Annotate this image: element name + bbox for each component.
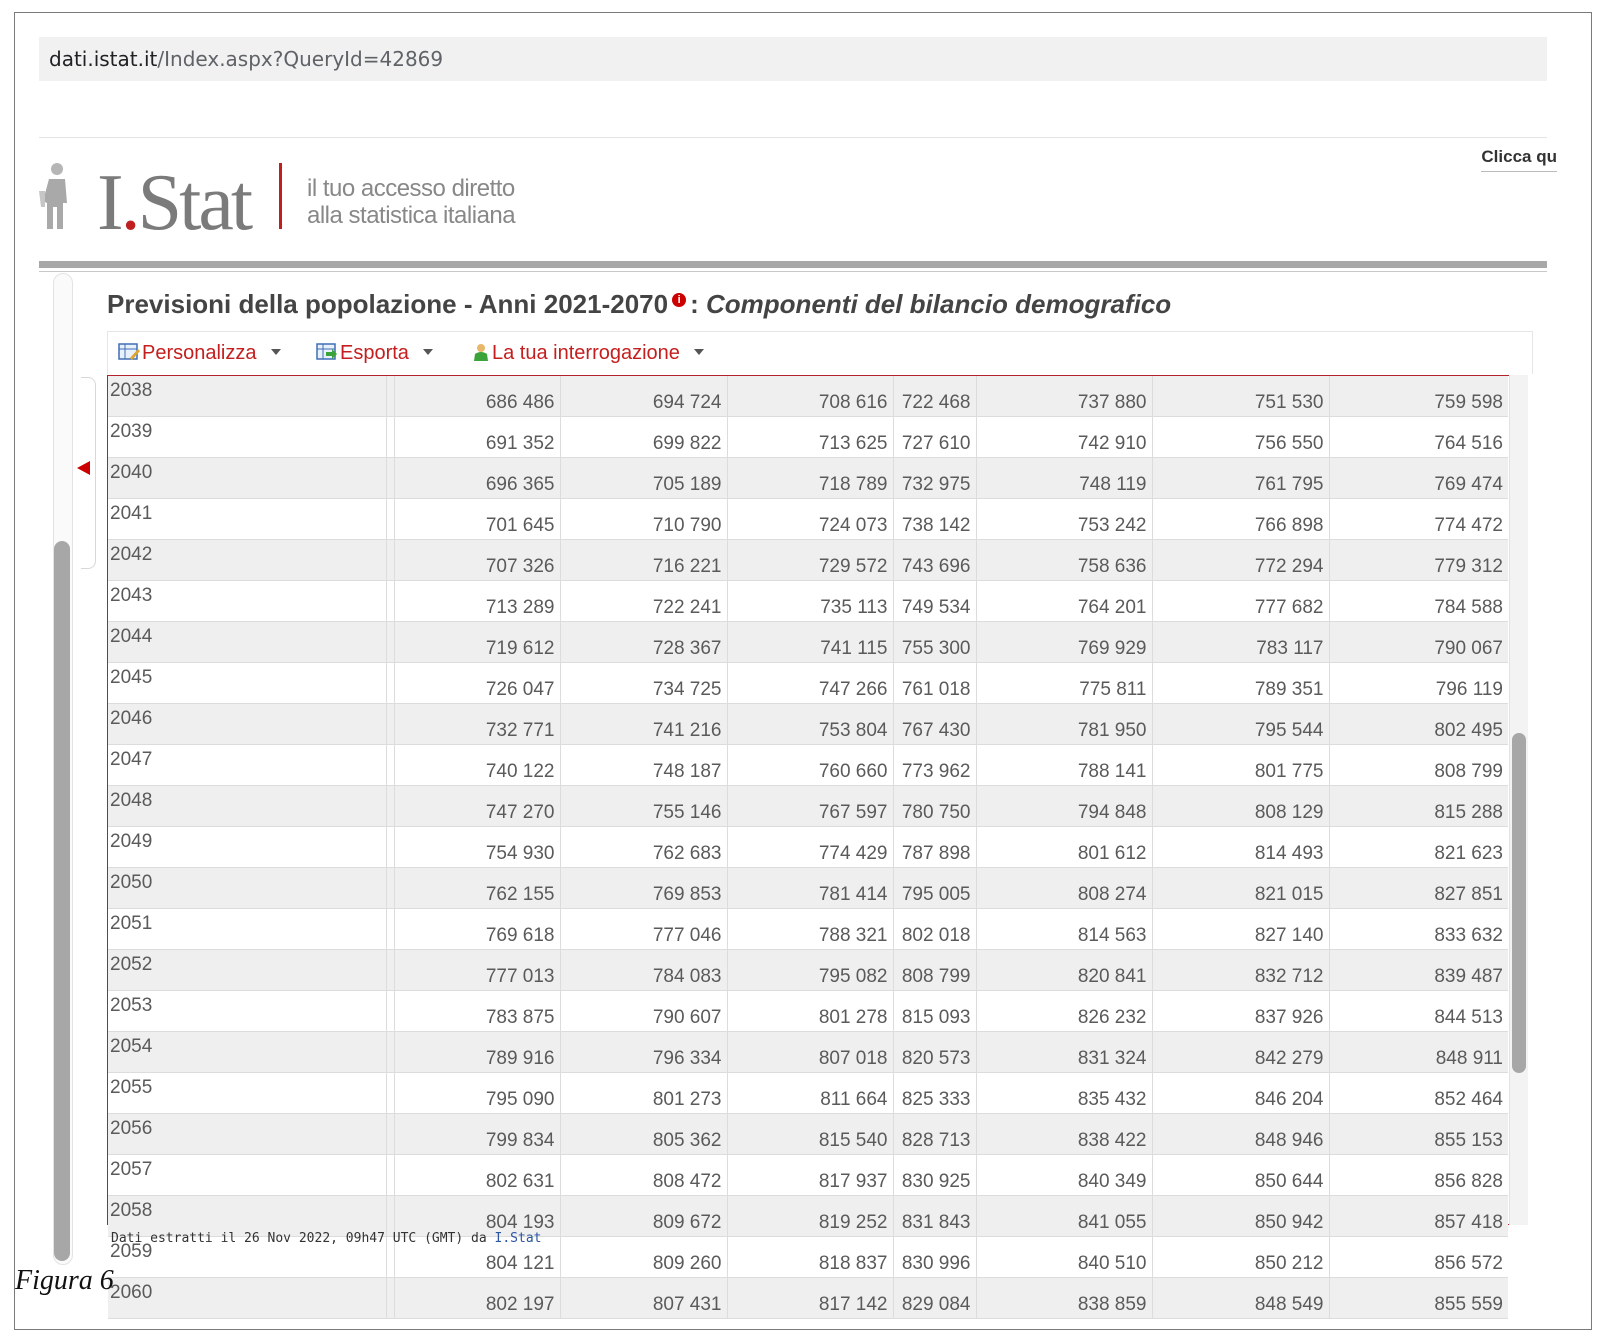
table-cell: 788 141 <box>976 745 1152 786</box>
row-year: 2053 <box>108 991 386 1032</box>
row-year: 2043 <box>108 581 386 622</box>
query-menu[interactable] <box>472 342 704 365</box>
page-subtitle: Componenti del bilancio demografico <box>706 289 1172 319</box>
table-cell: 841 055 <box>976 1196 1152 1237</box>
table-cell: 707 326 <box>394 540 560 581</box>
footer-source-link[interactable]: I.Stat <box>494 1231 542 1246</box>
data-table-body <box>108 376 1508 1319</box>
table-cell: 817 142 <box>727 1278 893 1319</box>
info-icon[interactable]: i <box>672 293 686 307</box>
screenshot-frame <box>14 12 1592 1330</box>
table-cell: 796 334 <box>560 1032 727 1073</box>
table-cell: 701 645 <box>394 499 560 540</box>
table-cell: 801 273 <box>560 1073 727 1114</box>
table-cell: 748 119 <box>976 458 1152 499</box>
row-spacer <box>386 950 394 991</box>
table-cell: 801 775 <box>1152 745 1329 786</box>
user-icon <box>472 343 490 361</box>
url-host: dati.istat.it <box>49 47 158 71</box>
table-cell: 742 910 <box>976 417 1152 458</box>
table-cell: 832 712 <box>1152 950 1329 991</box>
table-row <box>108 540 1508 581</box>
row-spacer <box>386 499 394 540</box>
row-year: 2054 <box>108 1032 386 1073</box>
table-cell: 728 367 <box>560 622 727 663</box>
table-cell: 808 472 <box>560 1155 727 1196</box>
table-cell: 840 510 <box>976 1237 1152 1278</box>
table-cell: 761 795 <box>1152 458 1329 499</box>
table-cell: 784 083 <box>560 950 727 991</box>
row-year: 2055 <box>108 1073 386 1114</box>
page-title-main: Previsioni della popolazione - Anni 2021-2070 <box>107 289 669 319</box>
table-cell: 787 898 <box>893 827 976 868</box>
table-cell: 769 618 <box>394 909 560 950</box>
table-cell: 722 241 <box>560 581 727 622</box>
footer-text: Dati estratti il 26 Nov 2022, 09h47 UTC (GMT) da <box>111 1231 487 1246</box>
table-row <box>108 417 1508 458</box>
table-scroll-thumb[interactable] <box>1512 733 1526 1073</box>
table-cell: 796 119 <box>1329 663 1508 704</box>
table-cell: 764 516 <box>1329 417 1508 458</box>
row-year: 2044 <box>108 622 386 663</box>
figure-caption: Figura 6 <box>15 1265 114 1296</box>
logo-separator <box>279 163 282 229</box>
table-cell: 808 274 <box>976 868 1152 909</box>
row-year: 2060 <box>108 1278 386 1319</box>
row-spacer <box>386 868 394 909</box>
table-cell: 830 996 <box>893 1237 976 1278</box>
row-year: 2057 <box>108 1155 386 1196</box>
table-cell: 855 153 <box>1329 1114 1508 1155</box>
table-cell: 751 530 <box>1152 376 1329 417</box>
tagline-line-1: il tuo accesso diretto <box>307 175 515 202</box>
table-row <box>108 1032 1508 1073</box>
table-cell: 777 046 <box>560 909 727 950</box>
table-cell: 713 289 <box>394 581 560 622</box>
table-cell: 734 725 <box>560 663 727 704</box>
chevron-down-icon <box>423 349 433 355</box>
table-cell: 777 013 <box>394 950 560 991</box>
table-cell: 808 799 <box>893 950 976 991</box>
table-cell: 857 418 <box>1329 1196 1508 1237</box>
table-cell: 773 962 <box>893 745 976 786</box>
istat-logo[interactable] <box>39 153 579 263</box>
table-cell: 825 333 <box>893 1073 976 1114</box>
table-cell: 789 351 <box>1152 663 1329 704</box>
data-table <box>108 376 1508 1319</box>
row-year: 2047 <box>108 745 386 786</box>
table-cell: 801 278 <box>727 991 893 1032</box>
table-cell: 795 082 <box>727 950 893 991</box>
table-cell: 802 018 <box>893 909 976 950</box>
table-cell: 817 937 <box>727 1155 893 1196</box>
table-cell: 811 664 <box>727 1073 893 1114</box>
table-cell: 844 513 <box>1329 991 1508 1032</box>
table-cell: 838 422 <box>976 1114 1152 1155</box>
table-row <box>108 745 1508 786</box>
table-row <box>108 376 1508 417</box>
table-cell: 839 487 <box>1329 950 1508 991</box>
customize-menu[interactable] <box>118 342 281 365</box>
table-cell: 762 155 <box>394 868 560 909</box>
chevron-down-icon <box>694 349 704 355</box>
table-cell: 755 146 <box>560 786 727 827</box>
customize-icon <box>118 343 140 361</box>
table-cell: 686 486 <box>394 376 560 417</box>
table-cell: 727 610 <box>893 417 976 458</box>
table-cell: 722 468 <box>893 376 976 417</box>
row-spacer <box>386 1073 394 1114</box>
table-cell: 713 625 <box>727 417 893 458</box>
row-spacer <box>386 1155 394 1196</box>
table-cell: 774 429 <box>727 827 893 868</box>
row-spacer <box>386 827 394 868</box>
table-cell: 819 252 <box>727 1196 893 1237</box>
table-row <box>108 622 1508 663</box>
row-year: 2040 <box>108 458 386 499</box>
table-cell: 699 822 <box>560 417 727 458</box>
table-row <box>108 1114 1508 1155</box>
table-cell: 809 260 <box>560 1237 727 1278</box>
table-cell: 779 312 <box>1329 540 1508 581</box>
row-spacer <box>386 1278 394 1319</box>
table-cell: 754 930 <box>394 827 560 868</box>
table-cell: 809 672 <box>560 1196 727 1237</box>
table-cell: 747 270 <box>394 786 560 827</box>
page-title <box>107 289 1171 320</box>
url-text[interactable] <box>49 47 443 71</box>
row-year: 2038 <box>108 376 386 417</box>
table-cell: 848 549 <box>1152 1278 1329 1319</box>
table-cell: 708 616 <box>727 376 893 417</box>
row-spacer <box>386 1032 394 1073</box>
table-cell: 821 623 <box>1329 827 1508 868</box>
table-cell: 788 321 <box>727 909 893 950</box>
row-year: 2052 <box>108 950 386 991</box>
table-cell: 820 573 <box>893 1032 976 1073</box>
table-cell: 719 612 <box>394 622 560 663</box>
table-cell: 794 848 <box>976 786 1152 827</box>
table-cell: 842 279 <box>1152 1032 1329 1073</box>
row-spacer <box>386 417 394 458</box>
table-cell: 789 916 <box>394 1032 560 1073</box>
toolbar <box>107 331 1533 374</box>
table-cell: 716 221 <box>560 540 727 581</box>
row-year: 2049 <box>108 827 386 868</box>
table-cell: 755 300 <box>893 622 976 663</box>
table-cell: 828 713 <box>893 1114 976 1155</box>
table-cell: 783 875 <box>394 991 560 1032</box>
table-cell: 767 597 <box>727 786 893 827</box>
row-year: 2059 <box>108 1237 386 1278</box>
table-cell: 696 365 <box>394 458 560 499</box>
table-row <box>108 458 1508 499</box>
row-spacer <box>386 704 394 745</box>
table-cell: 802 197 <box>394 1278 560 1319</box>
customize-label: Personalizza <box>142 342 257 364</box>
table-cell: 710 790 <box>560 499 727 540</box>
table-cell: 820 841 <box>976 950 1152 991</box>
table-cell: 694 724 <box>560 376 727 417</box>
istat-wordmark: I.Stat <box>97 159 251 247</box>
side-panel-scroll-thumb[interactable] <box>54 541 70 1261</box>
table-cell: 802 631 <box>394 1155 560 1196</box>
query-label: La tua interrogazione <box>492 342 680 364</box>
table-cell: 852 464 <box>1329 1073 1508 1114</box>
table-cell: 833 632 <box>1329 909 1508 950</box>
table-row <box>108 950 1508 991</box>
table-cell: 830 925 <box>893 1155 976 1196</box>
table-cell: 761 018 <box>893 663 976 704</box>
table-cell: 783 117 <box>1152 622 1329 663</box>
table-cell: 835 432 <box>976 1073 1152 1114</box>
table-cell: 850 644 <box>1152 1155 1329 1196</box>
table-cell: 738 142 <box>893 499 976 540</box>
table-cell: 766 898 <box>1152 499 1329 540</box>
table-cell: 821 015 <box>1152 868 1329 909</box>
table-cell: 741 115 <box>727 622 893 663</box>
table-cell: 732 975 <box>893 458 976 499</box>
row-spacer <box>386 622 394 663</box>
table-cell: 762 683 <box>560 827 727 868</box>
row-year: 2045 <box>108 663 386 704</box>
header-bar <box>39 261 1547 268</box>
table-cell: 802 495 <box>1329 704 1508 745</box>
table-cell: 855 559 <box>1329 1278 1508 1319</box>
header-divider <box>39 137 1547 138</box>
table-cell: 814 563 <box>976 909 1152 950</box>
table-cell: 850 942 <box>1152 1196 1329 1237</box>
table-cell: 856 828 <box>1329 1155 1508 1196</box>
row-spacer <box>386 991 394 1032</box>
row-spacer <box>386 376 394 417</box>
table-cell: 741 216 <box>560 704 727 745</box>
table-cell: 790 607 <box>560 991 727 1032</box>
table-cell: 743 696 <box>893 540 976 581</box>
table-cell: 718 789 <box>727 458 893 499</box>
tagline-line-2: alla statistica italiana <box>307 202 516 229</box>
table-row <box>108 868 1508 909</box>
row-spacer <box>386 581 394 622</box>
table-row <box>108 581 1508 622</box>
table-cell: 856 572 <box>1329 1237 1508 1278</box>
table-cell: 780 750 <box>893 786 976 827</box>
row-spacer <box>386 1114 394 1155</box>
table-cell: 808 129 <box>1152 786 1329 827</box>
table-row <box>108 1278 1508 1319</box>
table-row <box>108 663 1508 704</box>
table-row <box>108 827 1508 868</box>
row-year: 2046 <box>108 704 386 745</box>
table-cell: 749 534 <box>893 581 976 622</box>
table-cell: 759 598 <box>1329 376 1508 417</box>
chevron-down-icon <box>271 349 281 355</box>
table-cell: 827 140 <box>1152 909 1329 950</box>
row-year: 2039 <box>108 417 386 458</box>
table-cell: 769 853 <box>560 868 727 909</box>
tagline <box>307 175 515 229</box>
table-cell: 831 843 <box>893 1196 976 1237</box>
table-cell: 764 201 <box>976 581 1152 622</box>
row-year: 2051 <box>108 909 386 950</box>
footer-note <box>111 1231 541 1246</box>
table-cell: 795 544 <box>1152 704 1329 745</box>
table-cell: 756 550 <box>1152 417 1329 458</box>
table-cell: 777 682 <box>1152 581 1329 622</box>
table-cell: 740 122 <box>394 745 560 786</box>
table-cell: 827 851 <box>1329 868 1508 909</box>
row-spacer <box>386 909 394 950</box>
table-cell: 691 352 <box>394 417 560 458</box>
table-cell: 774 472 <box>1329 499 1508 540</box>
header-bar-underline <box>39 271 1547 272</box>
table-cell: 735 113 <box>727 581 893 622</box>
row-spacer <box>386 663 394 704</box>
table-cell: 815 093 <box>893 991 976 1032</box>
row-year: 2050 <box>108 868 386 909</box>
row-year: 2042 <box>108 540 386 581</box>
table-cell: 804 193 <box>394 1196 560 1237</box>
table-cell: 769 929 <box>976 622 1152 663</box>
table-cell: 784 588 <box>1329 581 1508 622</box>
table-cell: 840 349 <box>976 1155 1152 1196</box>
table-cell: 805 362 <box>560 1114 727 1155</box>
table-cell: 808 799 <box>1329 745 1508 786</box>
table-cell: 769 474 <box>1329 458 1508 499</box>
row-spacer <box>386 786 394 827</box>
row-year: 2058 <box>108 1196 386 1237</box>
table-row <box>108 786 1508 827</box>
table-cell: 815 288 <box>1329 786 1508 827</box>
page-title-separator: : <box>690 289 699 319</box>
table-cell: 804 121 <box>394 1237 560 1278</box>
table-cell: 781 414 <box>727 868 893 909</box>
table-cell: 737 880 <box>976 376 1152 417</box>
address-bar[interactable] <box>39 37 1547 81</box>
table-cell: 814 493 <box>1152 827 1329 868</box>
row-spacer <box>386 540 394 581</box>
table-cell: 838 859 <box>976 1278 1152 1319</box>
table-cell: 826 232 <box>976 991 1152 1032</box>
table-cell: 799 834 <box>394 1114 560 1155</box>
table-cell: 801 612 <box>976 827 1152 868</box>
row-year: 2041 <box>108 499 386 540</box>
table-cell: 732 771 <box>394 704 560 745</box>
person-silhouette-icon <box>39 161 69 231</box>
table-cell: 781 950 <box>976 704 1152 745</box>
table-cell: 726 047 <box>394 663 560 704</box>
table-cell: 848 946 <box>1152 1114 1329 1155</box>
table-cell: 829 084 <box>893 1278 976 1319</box>
table-cell: 807 018 <box>727 1032 893 1073</box>
table-cell: 790 067 <box>1329 622 1508 663</box>
table-cell: 748 187 <box>560 745 727 786</box>
table-cell: 807 431 <box>560 1278 727 1319</box>
header-right-link[interactable]: Clicca qu <box>1481 147 1557 172</box>
export-icon <box>316 343 338 361</box>
table-row <box>108 991 1508 1032</box>
export-label: Esporta <box>340 342 409 364</box>
collapse-arrow-icon[interactable] <box>77 461 90 475</box>
table-row <box>108 704 1508 745</box>
table-cell: 831 324 <box>976 1032 1152 1073</box>
table-cell: 850 212 <box>1152 1237 1329 1278</box>
table-cell: 767 430 <box>893 704 976 745</box>
row-year: 2056 <box>108 1114 386 1155</box>
table-cell: 729 572 <box>727 540 893 581</box>
row-spacer <box>386 458 394 499</box>
table-cell: 758 636 <box>976 540 1152 581</box>
table-cell: 747 266 <box>727 663 893 704</box>
table-row <box>108 909 1508 950</box>
table-cell: 753 804 <box>727 704 893 745</box>
url-path: /Index.aspx?QueryId=42869 <box>157 47 444 71</box>
table-cell: 818 837 <box>727 1237 893 1278</box>
table-cell: 724 073 <box>727 499 893 540</box>
table-row <box>108 499 1508 540</box>
export-menu[interactable] <box>316 342 433 365</box>
table-cell: 795 005 <box>893 868 976 909</box>
table-row <box>108 1073 1508 1114</box>
table-cell: 772 294 <box>1152 540 1329 581</box>
table-cell: 837 926 <box>1152 991 1329 1032</box>
table-cell: 846 204 <box>1152 1073 1329 1114</box>
table-cell: 815 540 <box>727 1114 893 1155</box>
table-cell: 795 090 <box>394 1073 560 1114</box>
row-spacer <box>386 745 394 786</box>
row-year: 2048 <box>108 786 386 827</box>
table-cell: 775 811 <box>976 663 1152 704</box>
table-row <box>108 1155 1508 1196</box>
table-cell: 760 660 <box>727 745 893 786</box>
table-cell: 848 911 <box>1329 1032 1508 1073</box>
table-cell: 705 189 <box>560 458 727 499</box>
table-cell: 753 242 <box>976 499 1152 540</box>
